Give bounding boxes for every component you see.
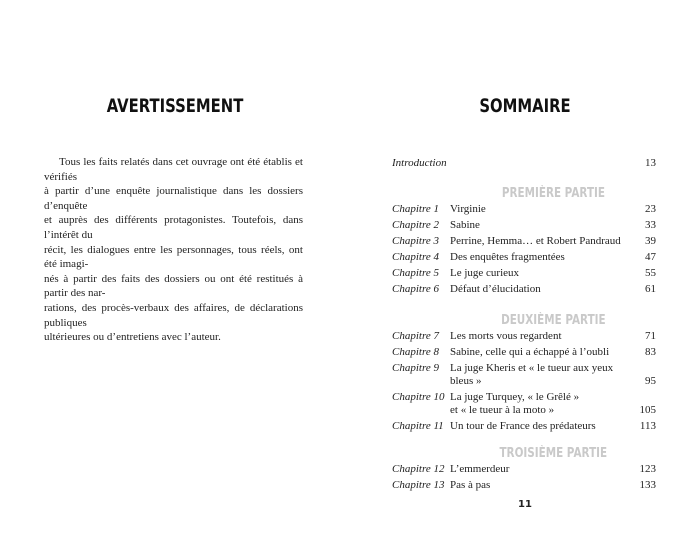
chapter-title: Un tour de France des prédateurs xyxy=(450,419,596,432)
toc-chapter-row[interactable] xyxy=(392,418,656,434)
paragraph-line: nés à partir des faits des dossiers ou ont été restitués à partir des nar- xyxy=(44,272,303,300)
toc-chapter-row[interactable] xyxy=(392,477,656,493)
chapter-page: 39 xyxy=(645,234,656,247)
chapter-title: Les morts vous regardent xyxy=(450,329,562,342)
toc-chapter-row[interactable] xyxy=(392,281,656,297)
part-heading-text: PREMIÈRE PARTIE xyxy=(501,186,605,201)
part-heading-text: TROISIÈME PARTIE xyxy=(499,446,607,461)
chapter-label: Chapitre 8 xyxy=(392,345,439,358)
chapter-title-block xyxy=(450,477,628,493)
chapter-title: Pas à pas xyxy=(450,478,491,491)
paragraph-line: rations, des procès-verbaux des affaires, de déclarations publiques xyxy=(44,301,303,329)
toc-chapter-row[interactable] xyxy=(392,233,656,249)
part-heading-text: DEUXIÈME PARTIE xyxy=(500,313,606,328)
chapter-title-block xyxy=(450,328,628,344)
chapter-page: 33 xyxy=(645,218,656,231)
chapter-label: Chapitre 11 xyxy=(392,419,444,432)
chapter-title: Virginie xyxy=(450,202,486,215)
toc-chapter-row[interactable] xyxy=(392,389,656,418)
chapter-title: Des enquêtes fragmentées xyxy=(450,250,565,263)
chapter-label: Chapitre 5 xyxy=(392,266,439,279)
avertissement-paragraph xyxy=(44,155,303,345)
chapter-title-block xyxy=(450,389,628,418)
chapter-title-block xyxy=(450,344,628,360)
chapter-page: 61 xyxy=(645,282,656,295)
chapter-title-block xyxy=(450,418,628,434)
chapter-page: 123 xyxy=(639,462,656,475)
part-heading xyxy=(450,446,656,461)
chapter-label: Chapitre 12 xyxy=(392,462,445,475)
toc-spacer xyxy=(450,168,628,171)
chapter-title: La juge Kheris et « le tueur aux yeux bleus » xyxy=(450,361,614,387)
toc-chapter-row[interactable] xyxy=(392,249,656,265)
toc-chapter-row[interactable] xyxy=(392,217,656,233)
chapter-page: 95 xyxy=(645,374,656,387)
chapter-page: 23 xyxy=(645,202,656,215)
chapter-title: Sabine, celle qui a échappé à l’oubli xyxy=(450,345,610,358)
chapter-label: Chapitre 9 xyxy=(392,361,439,374)
chapter-label: Chapitre 3 xyxy=(392,234,439,247)
toc-chapter-row[interactable] xyxy=(392,265,656,281)
chapter-title-block xyxy=(450,249,628,265)
toc-page: 13 xyxy=(645,156,656,169)
chapter-title: L’emmerdeur xyxy=(450,462,510,475)
part-heading xyxy=(450,186,656,201)
toc-label: Introduction xyxy=(392,156,447,169)
chapter-label: Chapitre 1 xyxy=(392,202,439,215)
toc-chapter-row[interactable] xyxy=(392,201,656,217)
avertissement-title: AVERTISSEMENT xyxy=(106,95,244,117)
paragraph-line: et auprès des différents protagonistes. Toutefois, dans l’intérêt du xyxy=(44,214,303,241)
page-number: 11 xyxy=(518,499,532,510)
toc-chapter-row[interactable] xyxy=(392,344,656,360)
chapter-label: Chapitre 10 xyxy=(392,390,445,403)
paragraph-line: à partir d’une enquête journalistique dans les dossiers d’enquête xyxy=(44,185,303,212)
chapter-title-block xyxy=(450,201,628,217)
chapter-label: Chapitre 2 xyxy=(392,218,439,231)
chapter-title: Sabine xyxy=(450,218,480,231)
chapter-title: La juge Turquey, « le Grêlé » xyxy=(450,390,580,403)
toc-chapter-row[interactable] xyxy=(392,360,656,389)
table-of-contents xyxy=(392,155,656,493)
chapter-title-continued: et « le tueur à la moto » xyxy=(450,403,555,416)
chapter-title-block xyxy=(450,360,628,389)
chapter-label: Chapitre 7 xyxy=(392,329,439,342)
chapter-title: Défaut d’élucidation xyxy=(450,282,541,295)
chapter-page: 55 xyxy=(645,266,656,279)
chapter-page: 83 xyxy=(645,345,656,358)
paragraph-line: ultérieures ou d’entretiens avec l’auteur. xyxy=(44,331,221,344)
paragraph-line: récit, les dialogues entre les personnages, tous réels, ont été imagi- xyxy=(44,243,303,271)
chapter-page: 105 xyxy=(639,403,656,416)
chapter-title-block xyxy=(450,265,628,281)
toc-chapter-row[interactable] xyxy=(392,461,656,477)
chapter-page: 113 xyxy=(639,419,656,432)
part-heading xyxy=(450,313,656,328)
chapter-page: 71 xyxy=(645,329,656,342)
paragraph-line: Tous les faits relatés dans cet ouvrage ont été établis et vérifiés xyxy=(44,156,303,183)
chapter-title-block xyxy=(450,281,628,297)
chapter-page: 47 xyxy=(645,250,656,263)
chapter-label: Chapitre 4 xyxy=(392,250,439,263)
chapter-title-block xyxy=(450,217,628,233)
chapter-label: Chapitre 13 xyxy=(392,478,445,491)
chapter-title: Perrine, Hemma… et Robert Pandraud xyxy=(450,234,621,247)
chapter-page: 133 xyxy=(639,478,656,491)
sommaire-title: SOMMAIRE xyxy=(479,95,571,117)
toc-chapter-row[interactable] xyxy=(392,328,656,344)
chapter-label: Chapitre 6 xyxy=(392,282,439,295)
chapter-title-block xyxy=(450,461,628,477)
toc-introduction[interactable] xyxy=(392,155,656,171)
chapter-title-block xyxy=(450,233,628,249)
chapter-title: Le juge curieux xyxy=(450,266,520,279)
